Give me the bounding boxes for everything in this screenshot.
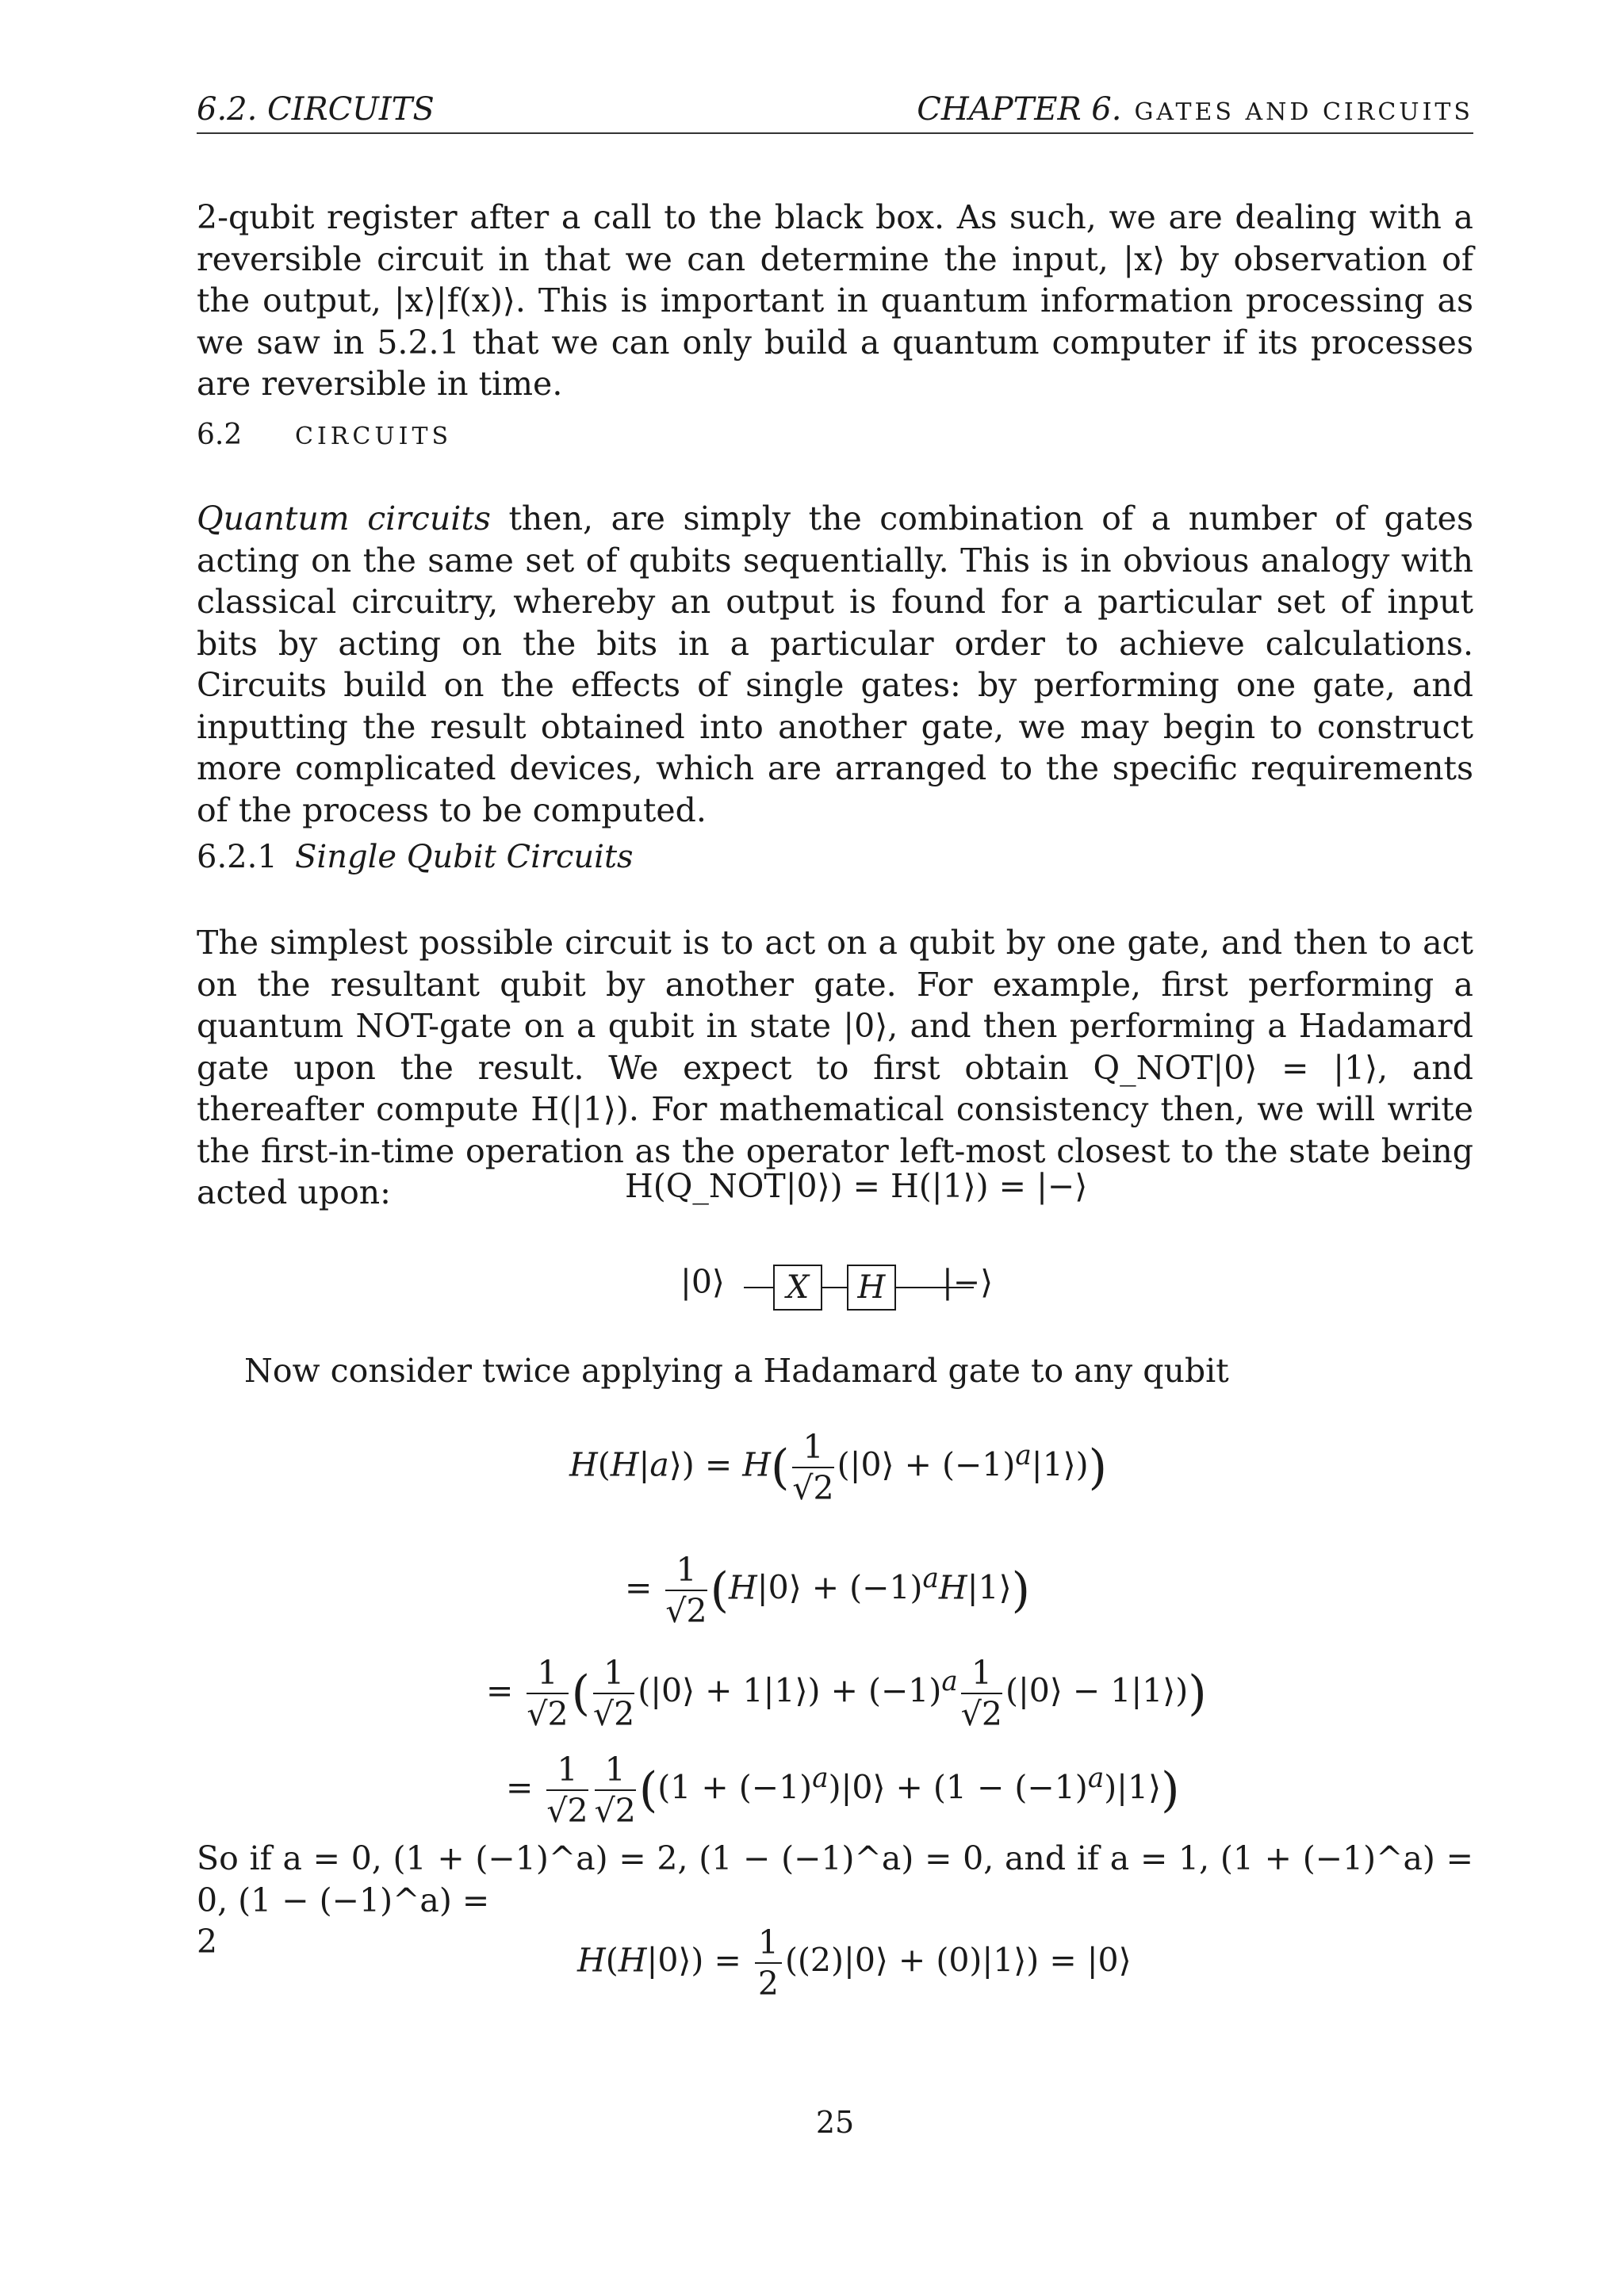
paragraph-twice-hadamard-text: Now consider twice applying a Hadamard gate to any qubit [244,1352,1229,1390]
header-rule [197,132,1473,134]
gate-x: X [773,1265,822,1311]
derivation-line-1: H(H|a⟩) = H( $\frac{1}{√2}$ (|0⟩ + $(-1)^a|1⟩$)) [569,1428,1108,1507]
paragraph-cases-line2: 2 [197,1923,218,1961]
derivation-line-2: = $\frac{1}{√2}$ (H|0⟩ + $(-1)^aH|1⟩$) [625,1551,1031,1630]
paragraph-circuits [197,498,1473,831]
subsection-title: Single Qubit Circuits [295,839,634,875]
header-section: 6.2. CIRCUITS [197,91,435,128]
header-chapter-title: GATES AND CIRCUITS [1134,98,1473,126]
paragraph-single-qubit-text: The simplest possible circuit is to act on a qubit by one gate, and then to act on the resultant qubit by another gate. For example, first performing a quantum NOT-gate on a qubit in state |0⟩, and then performing a Hadamard gate upon the result. We expect to first obtain Q_NOT|0⟩ = |1⟩, and thereafter compute H(|1⟩). For mathematical consistency then, we will write the first-in-time operation as the operator left-most closest to the state being acted upon: [197,924,1473,1211]
section-number: 6.2 [197,419,243,451]
equation-hh0: H(H|0⟩) = $\frac{1}{2}$ ((2)|0⟩ + (0)|1⟩) = |0⟩ [577,1923,1132,2003]
gate-h: H [847,1265,896,1311]
circuit-input: |0⟩ [680,1263,725,1301]
derivation-line-3: = $\frac{1}{√2}$ ( $\frac{1}{√2}$ (|0⟩ + 1|1⟩) + $(-1)^a$ $\frac{1}{√2}$ (|0⟩ − 1|1⟩)) [486,1654,1207,1733]
circuit-diagram [680,1249,1013,1320]
subsection-number: 6.2.1 [197,839,278,875]
derivation-line-4: = $\frac{1}{√2}$ $\frac{1}{√2}$ ($(1 + (-1)^a)|0⟩ + (1$ − $(-1)^a)|1⟩$) [506,1751,1180,1830]
equation-hqnot: H(Q_NOT|0⟩) = H(|1⟩) = |−⟩ [625,1167,1088,1205]
section-title: CIRCUITS [295,423,453,450]
header-chapter-label: CHAPTER 6. [917,91,1122,128]
term-quantum-circuits: Quantum circuits [197,499,491,538]
paragraph-cases-line1: So if a = 0, (1 + (−1)^a) = 2, (1 − (−1)^a) = 0, and if a = 1, (1 + (−1)^a) = 0, (1 − (−1)^a) = [197,1839,1473,1919]
paragraph-circuits-body: then, are simply the combination of a number of gates acting on the same set of qubits sequentially. This is in obvious analogy with classical circuitry, whereby an output is found for a particular set of input bits by acting on the bits in a particular order to achieve calculations. Circuits build on the effects of single gates: by performing one gate, and inputting the result obtained into another gate, we may begin to construct more complicated devices, which are arranged to the specific requirements of the process to be computed. [197,499,1473,829]
circuit-output: |−⟩ [942,1263,994,1301]
paragraph-circuits-text [197,498,1473,831]
subsection-heading [197,839,634,875]
paragraph-intro-text: 2-qubit register after a call to the black box. As such, we are dealing with a reversible circuit in that we can determine the input, |x⟩ by observation of the output, |x⟩|f(x)⟩. This is important in quantum information processing as we saw in 5.2.1 that we can only build a quantum computer if its processes are reversible in time. [197,198,1473,403]
paragraph-intro [197,197,1473,405]
header-chapter [917,89,1473,133]
page-number: 25 [815,2105,855,2140]
paragraph-twice-hadamard [244,1350,1473,1392]
section-heading [197,419,452,451]
